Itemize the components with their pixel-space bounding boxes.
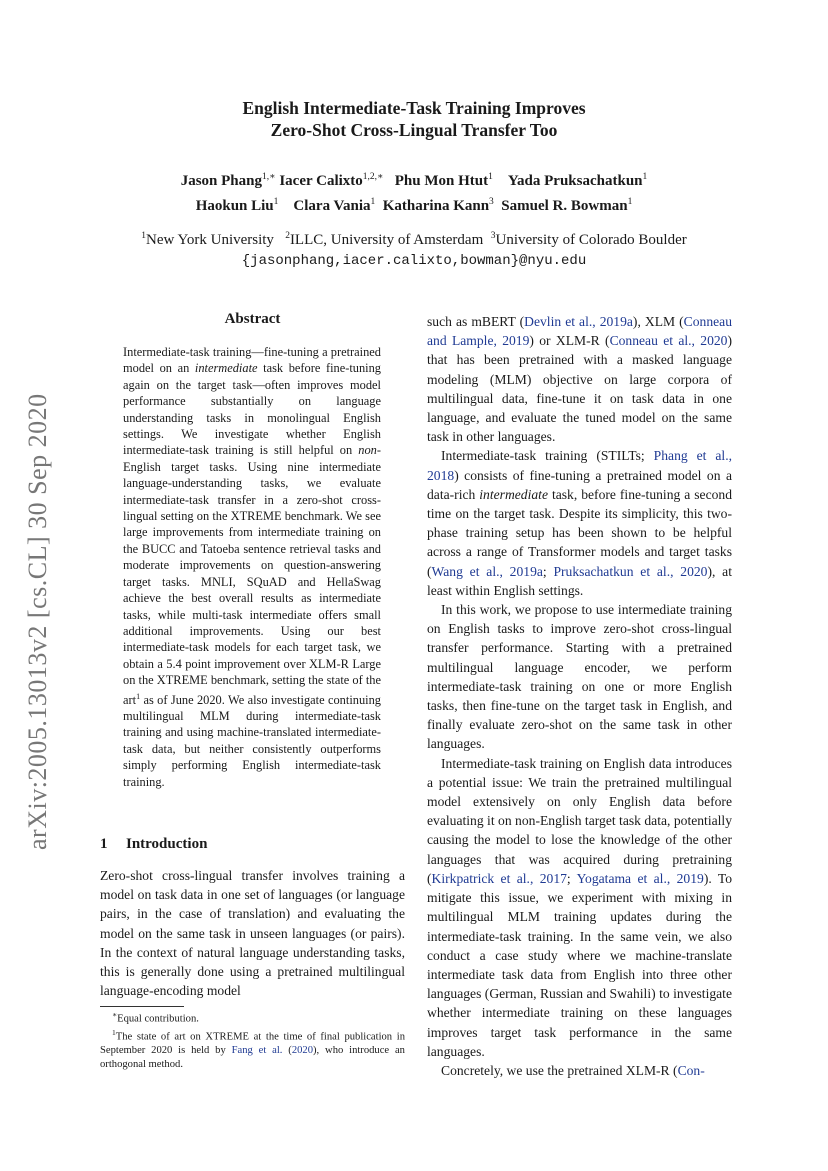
section-heading-introduction (100, 836, 207, 853)
author-name: Jason Phang (180, 173, 262, 189)
abstract-emphasis: non (358, 443, 377, 458)
abstract-text: task before fine-tuning again on the target task—often improves model performance substantially on language understanding tasks in monolingual English settings. We investigate whether English intermediate-task training is still helpful on (123, 361, 381, 458)
body-text: Intermediate-task training on English data introduces a potential issue: We train the pretrained multilingual model extensively on only English data before evaluating it on non-English target task data, potentially causing the model to lose the knowledge of the other languages that was acquired during pretraining ( (427, 755, 732, 886)
footnote-equal (100, 1008, 405, 1026)
arxiv-stamp (15, 370, 65, 850)
citation-link[interactable]: Conneau et al., 2020 (609, 333, 728, 349)
citation-link[interactable]: Con- (677, 1062, 705, 1078)
author-mark: 1,∗ (262, 172, 276, 182)
author-mark: 1 (488, 172, 493, 182)
affiliation-mark: 3 (490, 231, 496, 241)
affiliation-line (0, 226, 828, 251)
body-text: Intermediate-task training (STILTs; (441, 448, 654, 464)
author-line-1 (0, 167, 828, 192)
abstract-heading: Abstract (224, 311, 281, 327)
footnotes (100, 1008, 405, 1071)
citation-link[interactable]: Kirkpatrick et al., 2017 (431, 870, 567, 886)
body-text: ) that has been pretrained with a masked language modeling (MLM) objective on large corpora of multilingual data, fine-tune it on task data in one language, and evaluate the tuned model on the same task in other languages. (427, 333, 733, 445)
author-mark: 1 (642, 172, 648, 182)
email-addresses: {jasonphang,iacer.calixto,bowman}@nyu.edu (241, 253, 587, 269)
footnote-mark: 1 (112, 1028, 116, 1038)
body-text: task, before fine-tuning a second time on the target task. Despite its simplicity, this two-phase training setup has been shown to be helpful across a range of Transformer models and target tasks ( (427, 486, 732, 579)
abstract-text: Intermediate-task training—fine-tuning a pretrained model on an (123, 345, 381, 376)
citation-link[interactable]: Fang et al. (231, 1045, 283, 1057)
paper-title (0, 97, 828, 141)
body-text: ; (542, 563, 554, 579)
intro-paragraph-3: In this work, we propose to use intermediate training on English tasks to improve zero-shot cross-lingual transfer performance. Starting with a pretrained multilingual language encoder, we perform intermediate-task training on one or more English tasks, then fine-tune on the target task in English, and finally evaluate zero-shot on the same task in other languages. (427, 602, 732, 752)
body-text: such as mBERT ( (427, 314, 525, 329)
footnote-text: The state of art on XTREME at the time of final publication in September 2020 is held by (100, 1031, 405, 1057)
intro-paragraph-1-start (100, 866, 405, 1000)
abstract-text: as of June 2020. We also investigate continuing multilingual MLM during intermediate-task training and using machine-translated intermediate-task data, but neither consistently outperforms simply performing English intermediate-task training. (123, 692, 381, 789)
footnote-1 (100, 1026, 405, 1071)
intro-left-column (100, 866, 405, 1000)
author-name: Iacer Calixto (279, 173, 363, 189)
intro-paragraph-2 (427, 446, 732, 600)
author-name: Katharina Kann (382, 198, 490, 214)
author-mark: 1 (370, 197, 376, 207)
affiliation-name: University of Colorado Boulder (495, 232, 687, 248)
author-name: Samuel R. Bowman (501, 198, 628, 214)
affiliation-mark: 1 (141, 231, 147, 241)
body-text: ) or XLM-R ( (529, 333, 610, 349)
affiliations (0, 226, 828, 272)
section-number: 1 (100, 836, 108, 852)
author-mark: 1,2,∗ (362, 172, 384, 182)
citation-link[interactable]: Yogatama et al., 2019 (576, 870, 704, 886)
footnote-text: ( (282, 1045, 292, 1057)
footnote-text: ), who introduce an orthogonal method. (100, 1045, 405, 1070)
intro-paragraph-4 (427, 754, 732, 1061)
body-text: ), at least within English settings. (427, 563, 732, 598)
intro-right-column (427, 312, 732, 1080)
body-text: ) consists of fine-tuning a pretrained model on a data-rich (427, 467, 732, 502)
author-name: Phu Mon Htut (394, 173, 489, 189)
body-text: ), XLM ( (632, 314, 684, 329)
footnote-mark: ∗ (112, 1010, 118, 1019)
affiliation-mark: 2 (285, 231, 290, 241)
author-mark: 1 (273, 197, 279, 207)
body-text: ). To mitigate this issue, we experiment with mixing in multilingual MLM training updates during the intermediate-task training. In the same vein, we also conduct a case study where we machine-translate intermediate task data from English into three other languages (German, Russian and Swahili) to investigate whether intermediate training on these languages improves target task performance in the same languages. (427, 870, 733, 1059)
citation-link[interactable]: 2020 (291, 1045, 314, 1057)
title-line-2: Zero-Shot Cross-Lingual Transfer Too (270, 120, 558, 140)
intro-paragraph-5 (427, 1061, 732, 1080)
author-name: Yada Pruksachatkun (507, 173, 643, 189)
footnote-text: Equal contribution. (117, 1013, 199, 1025)
footnote-rule (100, 1006, 184, 1007)
citation-link[interactable]: Conneau and Lample, 2019 (427, 314, 732, 349)
author-name: Clara Vania (293, 198, 371, 214)
author-line-2 (0, 192, 828, 217)
citation-link[interactable]: Wang et al., 2019a (431, 563, 543, 579)
abstract-emphasis: intermediate (194, 361, 258, 376)
citation-link[interactable]: Devlin et al., 2019a (524, 314, 633, 329)
author-mark: 1 (627, 197, 633, 207)
abstract-body (123, 344, 381, 790)
intro-paragraph-1-cont (427, 312, 732, 446)
section-title: Introduction (126, 836, 208, 852)
author-mark: 3 (489, 197, 494, 207)
abstract-text: -English target tasks. Using nine intermediate language-understanding tasks, we evaluate intermediate-task transfer in a zero-shot cross-lingual setting on the XTREME benchmark. We see large improvements from intermediate training on the BUCC and Tatoeba sentence retrieval tasks and moderate improvements on question-answering target tasks. MNLI, SQuAD and HellaSwag achieve the best overall results as intermediate tasks, while multi-task intermediate offers small additional improvements. Using our best intermediate-task models for each target task, we obtain a 5.4 point improvement over XLM-R Large on the XTREME benchmark, setting the state of the art (123, 443, 381, 707)
citation-link[interactable]: Pruksachatkun et al., 2020 (553, 563, 708, 579)
citation-link[interactable]: Phang et al., 2018 (427, 448, 732, 483)
author-list (0, 167, 828, 217)
affiliation-name: ILLC, University of Amsterdam (289, 232, 484, 248)
affiliation-name: New York University (146, 232, 274, 248)
body-text: Concretely, we use the pretrained XLM-R ( (441, 1062, 678, 1078)
arxiv-stamp-text: arXiv:2005.13013v2 [cs.CL] 30 Sep 2020 (23, 393, 52, 850)
body-emphasis: intermediate (479, 486, 548, 502)
author-name: Haokun Liu (195, 198, 274, 214)
body-text: ; (566, 870, 577, 886)
title-line-1: English Intermediate-Task Training Improves (242, 98, 586, 118)
footnote-marker: 1 (136, 691, 141, 701)
body-text: Zero-shot cross-lingual transfer involves training a model on task data in one set of languages (or language pairs, in the case of translation) and evaluating the model on the same task in unseen languages (or pairs). In the context of natural language understanding tasks, this is generally done using a pretrained multilingual language-encoding model (100, 868, 405, 999)
